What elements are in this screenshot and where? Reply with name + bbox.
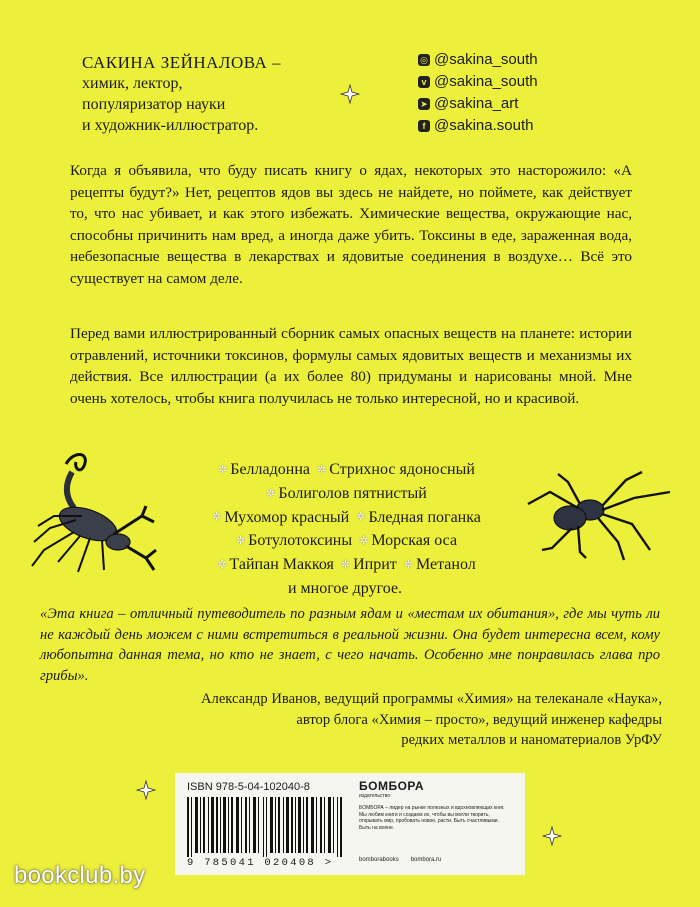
barcode-digits: 9 785041 020408 > <box>187 857 334 869</box>
star-icon: ✲ <box>340 559 351 572</box>
publisher-footer <box>359 857 519 863</box>
facebook-icon: f <box>418 120 430 132</box>
list-tail: и многое другое. <box>287 580 403 598</box>
author-role: химик, лектор, <box>82 75 183 92</box>
author-name: САКИНА ЗЕЙНАЛОВА – <box>82 53 282 72</box>
social-handle[interactable]: @sakina.south <box>434 117 534 134</box>
star-icon: ✲ <box>403 559 413 572</box>
publisher-site[interactable]: bombora.ru <box>410 857 442 863</box>
social-row-telegram[interactable] <box>418 93 538 115</box>
barcode-panel <box>175 773 525 875</box>
sparkle-icon <box>136 780 156 800</box>
publisher-brand: БОМБОРА <box>359 779 425 793</box>
social-links <box>418 49 538 137</box>
spider-illustration <box>522 462 674 562</box>
scorpion-illustration <box>14 446 164 576</box>
star-icon: ✲ <box>212 511 222 524</box>
star-icon: ✲ <box>356 511 366 524</box>
telegram-icon: ➤ <box>418 98 430 110</box>
social-handle[interactable]: @sakina_south <box>434 51 538 68</box>
social-row-instagram[interactable] <box>418 49 538 71</box>
author-role: популяризатор науки <box>82 96 226 113</box>
social-handle[interactable]: @sakina_art <box>434 95 519 112</box>
sparkle-icon <box>542 826 562 846</box>
publisher-block <box>359 779 509 863</box>
list-item: ✲ Болиголов пятнистый <box>175 482 515 506</box>
vk-icon: v <box>418 76 430 88</box>
sparkle-icon <box>340 84 360 104</box>
collection-paragraph: Перед вами иллюстрированный сборник самых опасных веществ на планете: истории отравлений, источники токсинов, формулы самых ядовитых веществ и механизмы их действия. Все иллюстрации (а их более 80) придуманы и нарисованы мной. Мне очень хотелось, чтобы книга получилась не только интересной, но и красивой. <box>70 325 632 407</box>
star-icon: ✲ <box>266 487 276 500</box>
review-attribution: Александр Иванов, ведущий программы «Химия» на телеканале «Наука», автор блога «Химия – просто», ведущий инженер кафедры редких металлов и наноматериалов УрФУ <box>201 691 662 748</box>
social-row-vk[interactable] <box>418 71 538 93</box>
author-role: и художник-иллюстратор. <box>82 117 259 134</box>
list-item: ✲ Тайпан Маккоя ✲ Иприт ✲ Метанол <box>175 553 515 577</box>
author-block <box>82 52 281 136</box>
publisher-social[interactable]: bomborabooks <box>359 857 399 863</box>
star-icon: ✲ <box>217 559 227 572</box>
social-row-facebook[interactable] <box>418 115 538 137</box>
star-icon: ✲ <box>218 463 228 476</box>
publisher-blurb: БОМБОРА – лидер на рынке полезных и вдохновляющих книг. Мы любим книги и создаем их, чтобы вы могли творить, открывать мир, пробовать новое, расти. Быть счастливыми. Быть на волне. <box>359 805 505 831</box>
isbn-label: ISBN 978-5-04-102040-8 <box>187 781 310 793</box>
poison-list <box>175 458 515 600</box>
list-item: ✲ Белладонна ✲ Стрихнос ядоносный <box>175 458 515 482</box>
instagram-icon: ◎ <box>418 54 430 66</box>
review-quote: «Эта книга – отличный путеводитель по разным ядам и «местам их обитания», где мы чуть ли не каждый день можем с ними встретиться в реальной жизни. Она будет интересна всем, кому любопытна данная тема, но кто не знает, с чего начать. Особенно мне понравилась глава про грибы». <box>40 606 660 684</box>
star-icon: ✲ <box>235 535 246 548</box>
publisher-sub: издательство <box>359 793 391 799</box>
barcode-icon <box>187 797 347 857</box>
list-item: ✲ Мухомор красный ✲ Бледная поганка <box>175 506 515 530</box>
intro-paragraph: Когда я объявила, что буду писать книгу о ядах, некоторых это насторожило: «А рецепты будут?» Нет, рецептов ядов вы здесь не найдете, но поймете, как действует то, что нас убивает, и как этого избежать. Химические вещества, окружающие нас, способны причинить нам вред, а иногда даже убить. Токсины в еде, зараженная вода, небезопасные вещества в лекарствах и ядовитые соединения в воздухе… Всё это существует на самом деле. <box>70 162 632 287</box>
list-item: ✲ Ботулотоксины ✲ Морская оса <box>175 529 515 553</box>
star-icon: ✲ <box>359 535 369 548</box>
watermark: bookclub.by <box>14 862 146 889</box>
social-handle[interactable]: @sakina_south <box>434 73 538 90</box>
star-icon: ✲ <box>317 463 327 476</box>
